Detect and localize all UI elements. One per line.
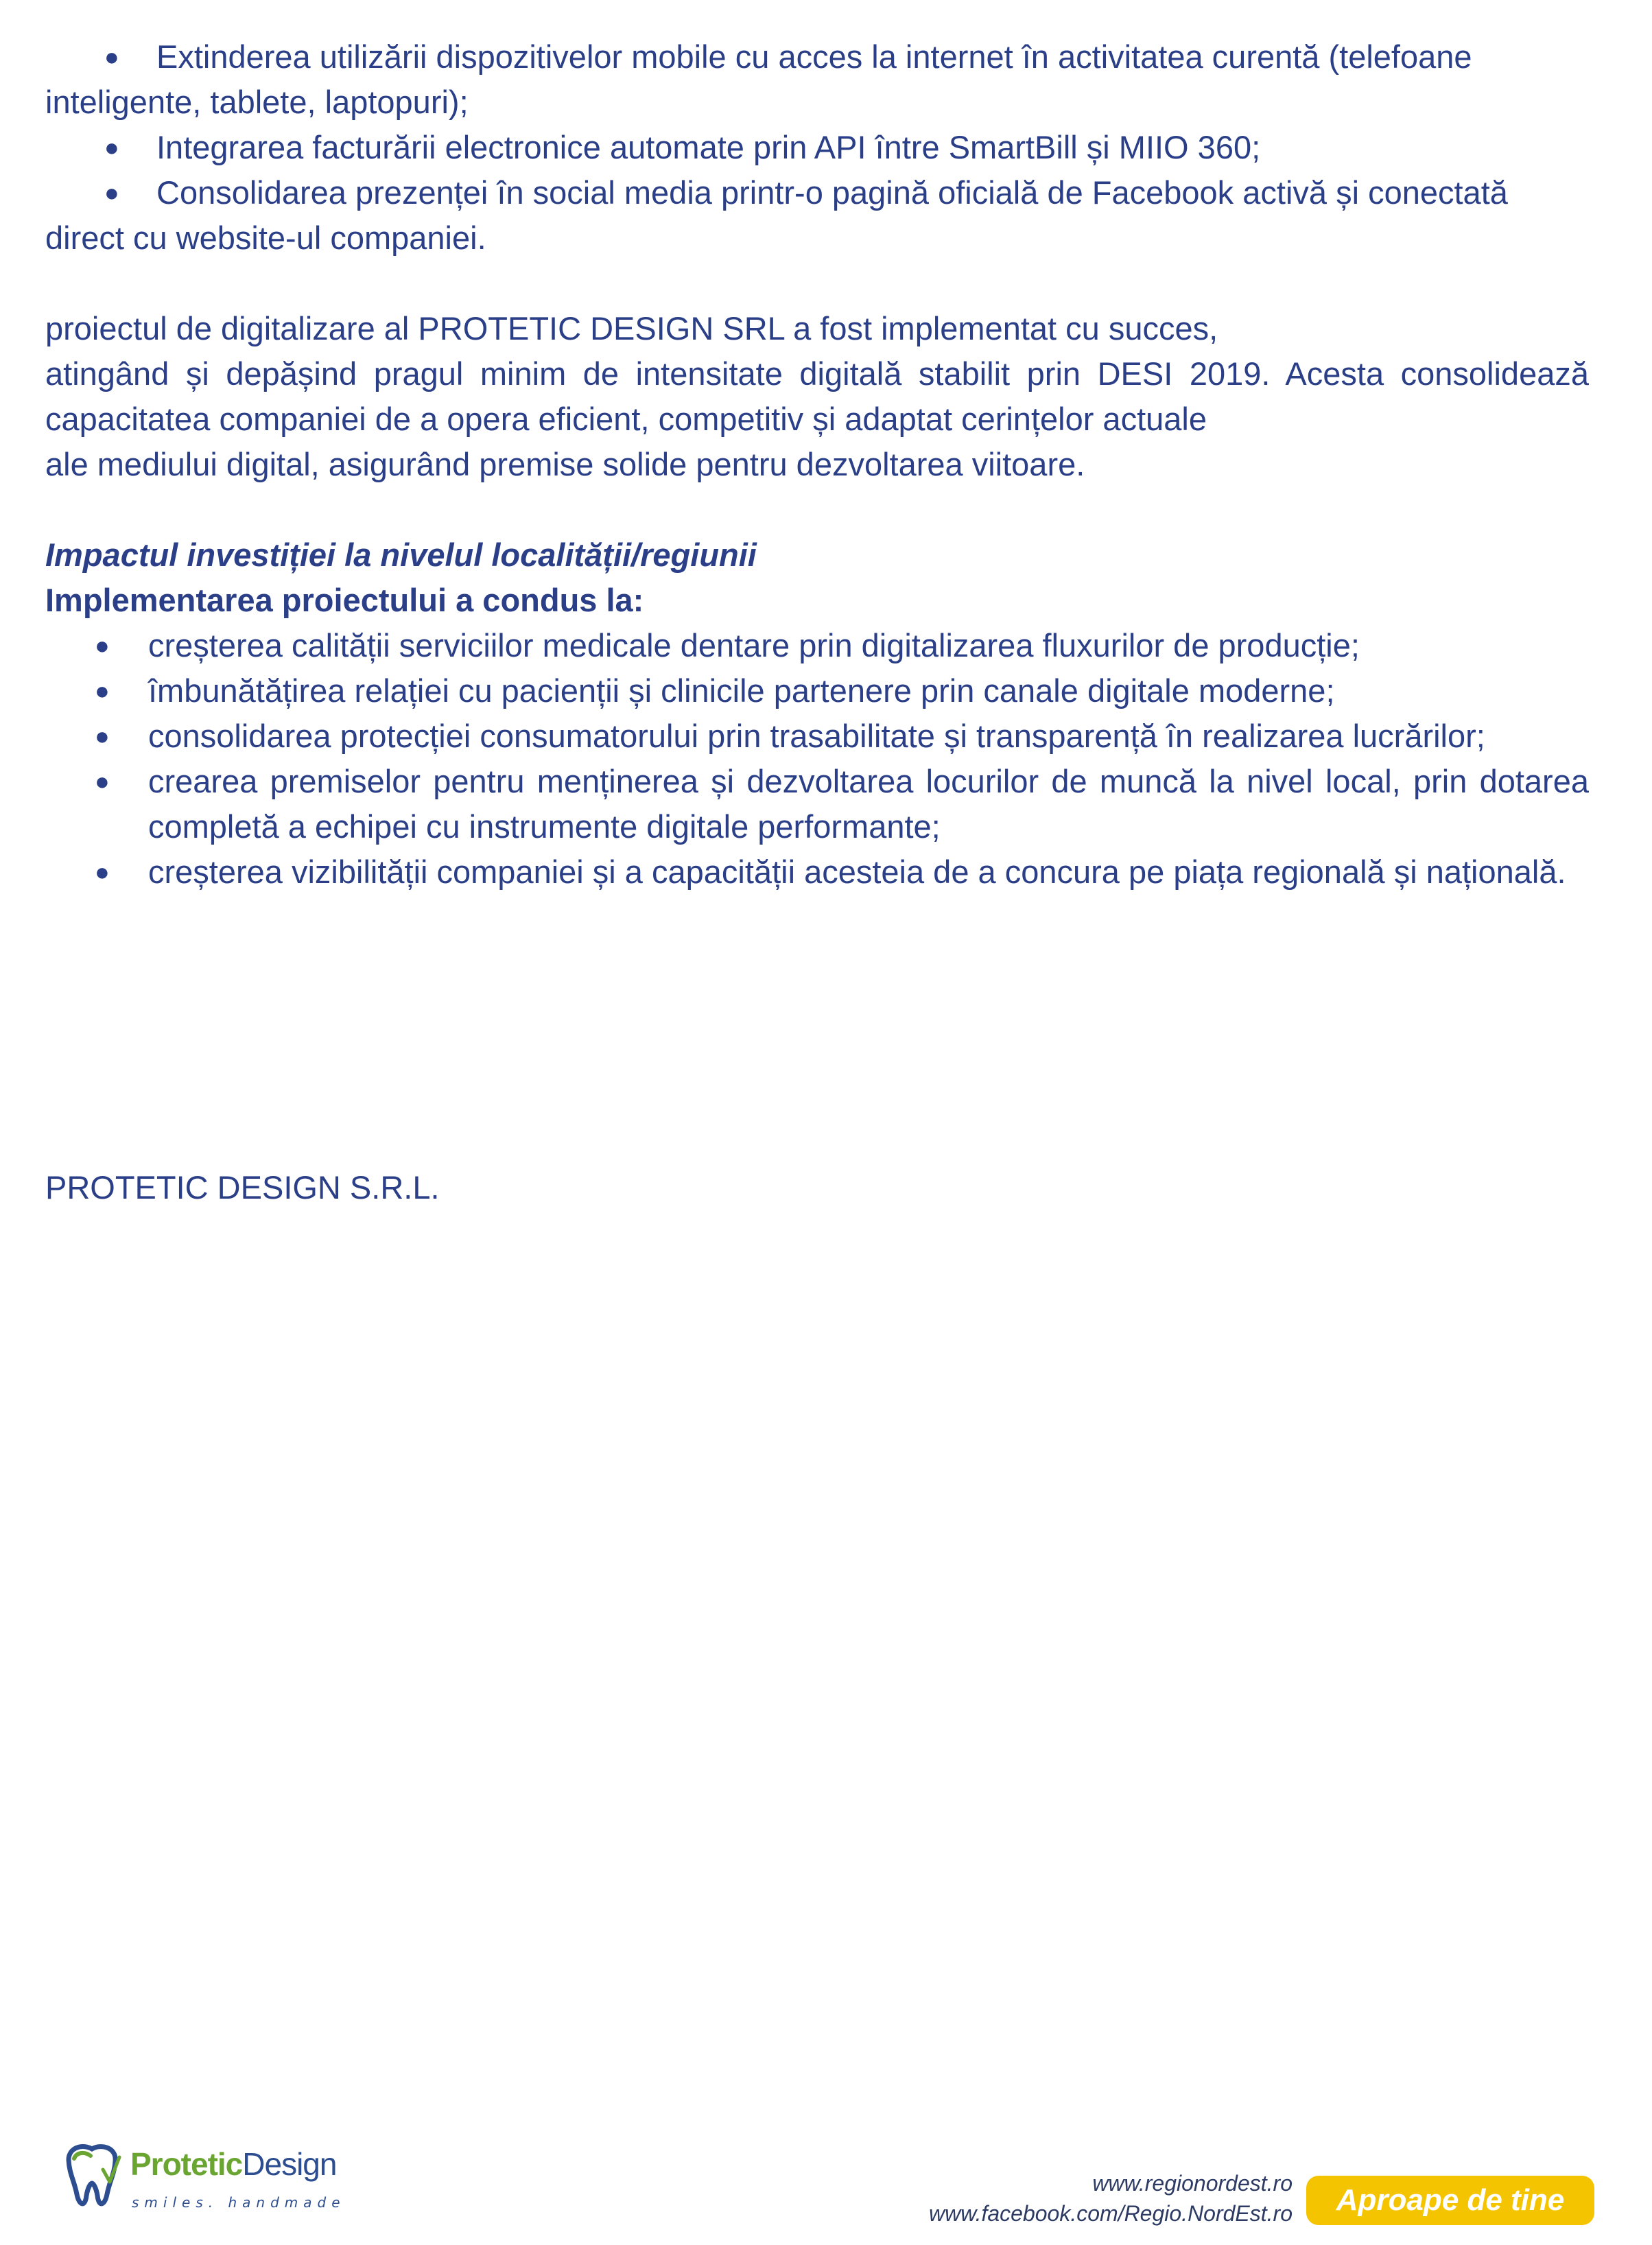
intro-bullet: ● Consolidarea prezenței în social media printr-o pagină oficială de Facebook activă și conectată direct cu website-ul companiei. [45, 170, 1589, 261]
conclusion-line: proiectul de digitalizare al PROTETIC DESIGN SRL a fost implementat cu succes, [45, 310, 1218, 346]
list-item: ● creșterea vizibilității companiei și a capacității acesteia de a concura pe piața regională și națională. [45, 849, 1589, 895]
impact-list [45, 623, 1589, 895]
company-logo [62, 2139, 350, 2215]
list-item: ● crearea premiselor pentru menținerea și dezvoltarea locurilor de muncă la nivel local, prin dotarea completă a echipei cu instrumente digitale performante; [45, 759, 1589, 849]
bullet-dot: ● [104, 133, 119, 161]
signature: PROTETIC DESIGN S.R.L. [45, 1169, 440, 1206]
conclusion-line: ale mediului digital, asigurând premise solide pentru dezvoltarea viitoare. [45, 446, 1085, 482]
tooth-logo-icon [62, 2139, 122, 2215]
document-body [45, 34, 1589, 895]
website-link[interactable]: www.regionordest.ro [1092, 2171, 1293, 2196]
bullet-dot: ● [95, 767, 110, 795]
slogan-badge: Aproape de tine [1306, 2176, 1594, 2225]
bullet-dot: ● [104, 43, 119, 71]
bullet-dot: ● [95, 722, 110, 750]
footer-links [929, 2168, 1293, 2229]
bullet-dot: ● [95, 858, 110, 886]
conclusion-line: atingând și depășind pragul minim de intensitate digitală stabilit prin DESI 2019. Acesta consolidează capacitatea companiei de a opera eficient, competitiv și adaptat cerințelor actuale [45, 355, 1589, 437]
impact-heading: Impactul investiției la nivelul localității/regiunii [45, 537, 757, 573]
impact-subheading: Implementarea proiectului a condus la: [45, 582, 644, 618]
list-item: ● creșterea calității serviciilor medicale dentare prin digitalizarea fluxurilor de producție; [45, 623, 1589, 668]
intro-bullet: ● Integrarea facturării electronice automate prin API între SmartBill și MIIO 360; [45, 125, 1589, 170]
bullet-dot: ● [95, 677, 110, 705]
logo-wordmark: ProteticDesign [130, 2146, 337, 2182]
bullet-dot: ● [104, 178, 119, 207]
spacer [45, 261, 1589, 306]
intro-bullet: ● Extinderea utilizării dispozitivelor mobile cu acces la internet în activitatea curentă (telefoane inteligente, tablete, laptopuri); [45, 34, 1589, 125]
list-item: ● îmbunătățirea relației cu pacienții și clinicile partenere prin canale digitale moderne; [45, 668, 1589, 714]
bullet-dot: ● [95, 631, 110, 659]
list-item: ● consolidarea protecției consumatorului prin trasabilitate și transparență în realizarea lucrărilor; [45, 714, 1589, 759]
facebook-link[interactable]: www.facebook.com/Regio.NordEst.ro [929, 2201, 1293, 2226]
logo-tagline: smiles. handmade [132, 2194, 346, 2211]
spacer [45, 487, 1589, 532]
